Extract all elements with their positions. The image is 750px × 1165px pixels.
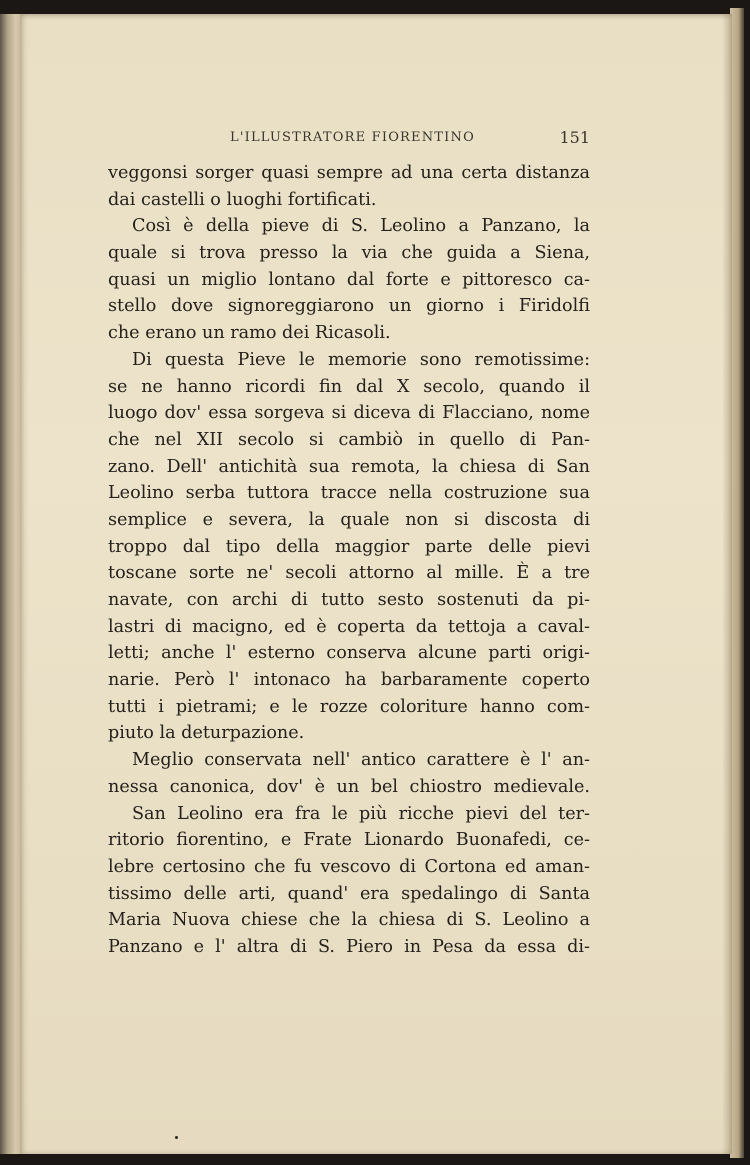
text-line: tissimo delle arti, quand' era spedalingo di Santa [108, 883, 590, 904]
text-line: nessa canonica, dov' è un bel chiostro medievale. [108, 776, 590, 797]
text-line: quale si trova presso la via che guida a Siena, [108, 243, 590, 264]
text-line: quasi un miglio lontano dal forte e pittoresco ca- [108, 269, 590, 290]
text-line: zano. Dell' antichità sua remota, la chiesa di San [108, 456, 590, 477]
text-line: luogo dov' essa sorgeva si diceva di Flacciano, nome [108, 403, 590, 424]
text-line: Maria Nuova chiese che la chiesa di S. Leolino a [108, 910, 590, 931]
previous-page-edge [0, 14, 22, 1154]
text-line: narie. Però l' intonaco ha barbaramente coperto [108, 670, 590, 691]
text-line: tutti i pietrami; e le rozze coloriture hanno com- [108, 696, 590, 717]
text-line: letti; anche l' esterno conserva alcune parti origi- [108, 643, 590, 664]
text-line: Così è della pieve di S. Leolino a Panzano, la [132, 216, 590, 237]
text-line: San Leolino era fra le più ricche pievi del ter- [132, 803, 590, 824]
page-header [108, 128, 590, 152]
text-line: semplice e severa, la quale non si discosta di [108, 509, 590, 530]
page-stack-edge [730, 8, 744, 1158]
text-line: navate, con archi di tutto sesto sostenuti da pi- [108, 590, 590, 610]
text-line: Panzano e l' altra di S. Piero in Pesa da essa di- [108, 936, 590, 957]
text-line: se ne hanno ricordi fin dal X secolo, quando il [108, 376, 590, 397]
text-line: lastri di macigno, ed è coperta da tettoja a caval- [108, 616, 590, 637]
text-line: dai castelli o luoghi fortificati. [108, 189, 377, 210]
text-line: toscane sorte ne' secoli attorno al mille. È a tre [108, 563, 590, 584]
text-line: troppo dal tipo della maggior parte delle pievi [108, 536, 590, 557]
text-line: Meglio conservata nell' antico carattere è l' an- [132, 750, 590, 771]
text-line: lebre certosino che fu vescovo di Cortona ed aman- [108, 856, 590, 877]
text-line: che erano un ramo dei Ricasoli. [108, 323, 391, 344]
page-number: 151 [559, 128, 590, 147]
body-text [108, 160, 590, 961]
text-line: ritorio fiorentino, e Frate Lionardo Buonafedi, ce- [108, 830, 590, 851]
text-line: Leolino serba tuttora tracce nella costruzione sua [108, 483, 590, 504]
text-line: Di questa Pieve le memorie sono remotissime: [132, 349, 590, 370]
text-line: stello dove signoreggiarono un giorno i Firidolfi [108, 296, 590, 317]
running-title: L'ILLUSTRATORE FIORENTINO [230, 130, 475, 145]
ink-speck [175, 1136, 178, 1139]
text-line: piuto la deturpazione. [108, 723, 305, 744]
text-line: che nel XII secolo si cambiò in quello di Pan- [108, 429, 590, 450]
text-line: veggonsi sorger quasi sempre ad una certa distanza [108, 163, 590, 183]
